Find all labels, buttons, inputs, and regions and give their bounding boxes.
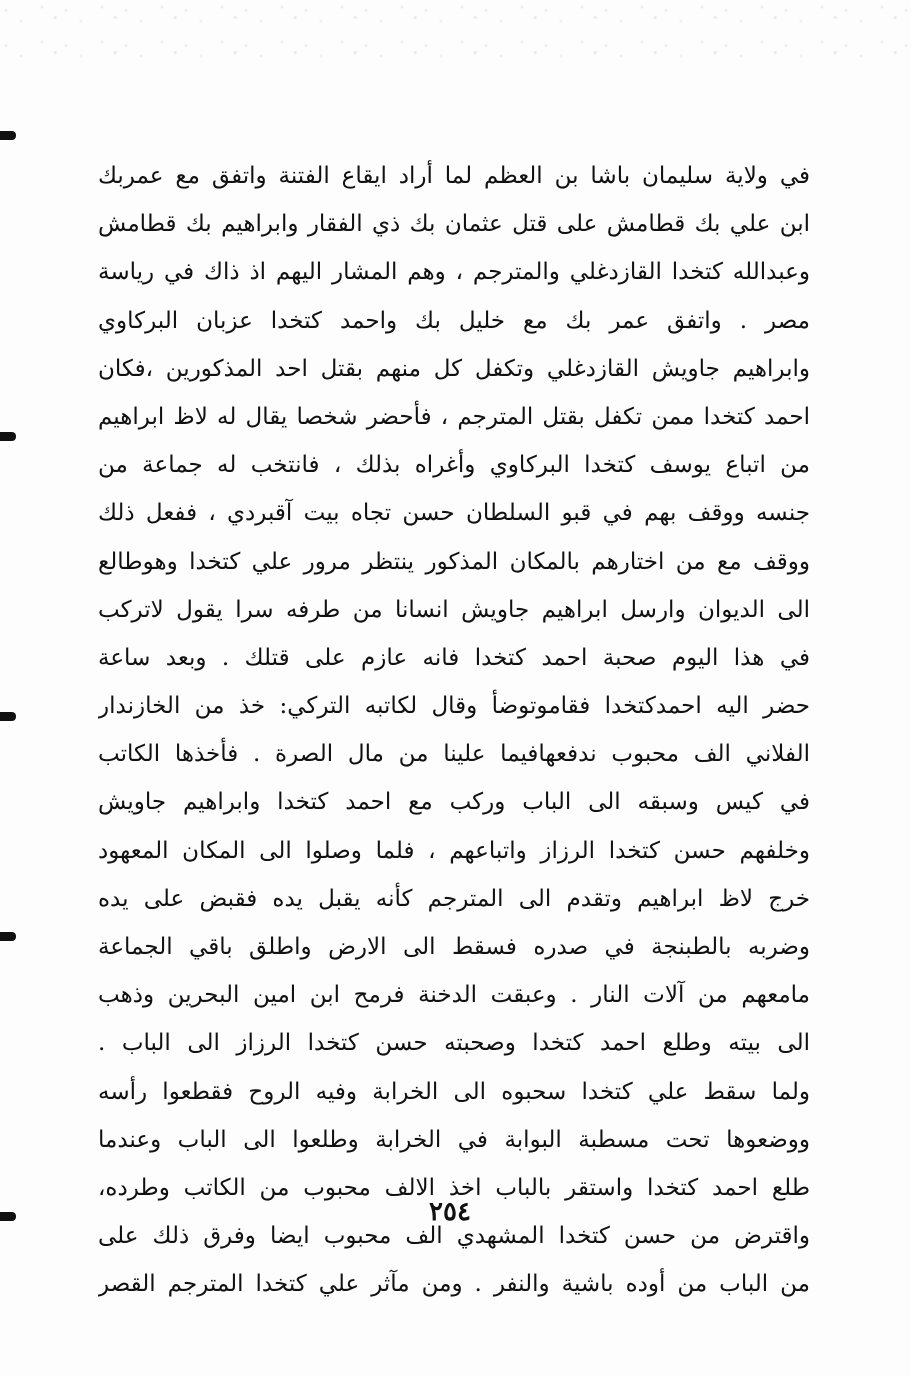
text-line: ابن علي بك قطامش على قتل عثمان بك ذي الفقار وابراهيم بك قطامش <box>98 211 810 238</box>
text-line: طلع احمد كتخدا واستقر بالباب اخذ الالف محبوب من الكاتب وطرده، <box>98 1174 810 1201</box>
text-line: مامعهم من آلات النار . وعبقت الدخنة فرمح ابن امين البحرين وذهب <box>98 982 810 1009</box>
text-line: ولما سقط علي كتخدا سحبوه الى الخرابة وفيه الروح فقطعوا رأسه <box>98 1078 810 1105</box>
text-line: احمد كتخدا ممن تكفل بقتل المترجم ، فأحضر شخصا يقال له لاظ ابراهيم <box>98 403 810 430</box>
text-line: في ولاية سليمان باشا بن العظم لما أراد ايقاع الفتنة واتفق مع عمربك <box>98 163 810 189</box>
text-line: وخلفهم حسن كتخدا الرزاز واتباعهم ، فلما وصلوا الى المكان المعهود <box>98 837 810 864</box>
text-line: وعبدالله كتخدا القازدغلي والمترجم ، وهم المشار اليهم اذ ذاك في رياسة <box>98 259 810 286</box>
binding-edge-mark <box>0 712 16 721</box>
binding-edge-mark <box>0 932 16 941</box>
binding-edge-mark <box>0 432 16 441</box>
text-line: الفلاني الف محبوب ندفعهافيما علينا من مال الصرة . فأخذها الكاتب <box>98 741 810 768</box>
text-line: في هذا اليوم صحبة احمد كتخدا فانه عازم على قتلك . وبعد ساعة <box>98 644 810 671</box>
text-line: ووقف مع من اختارهم بالمكان المذكور ينتظر مرور علي كتخدا وهوطالع <box>98 548 810 575</box>
text-line: واقترض من حسن كتخدا المشهدي الف محبوب ايضا وفرق ذلك على <box>98 1223 810 1250</box>
text-line: في كيس وسبقه الى الباب وركب مع احمد كتخدا وابراهيم جاويش <box>98 789 810 816</box>
text-line: جنسه ووقف بهم في قبو السلطان حسن تجاه بيت آقبردي ، ففعل ذلك <box>98 500 810 527</box>
binding-edge-mark <box>0 1212 16 1221</box>
text-line: مصر . واتفق عمر بك مع خليل بك واحمد كتخدا عزبان البركاوي <box>98 307 810 334</box>
text-line: الى الديوان وارسل ابراهيم جاويش انسانا من طرفه سرا يقول لاتركب <box>98 596 810 623</box>
text-line: ووضعوها تحت مسطبة البوابة في الخرابة وطلعوا الى الباب وعندما <box>98 1126 810 1153</box>
text-line: من اتباع يوسف كتخدا البركاوي وأغراه بذلك ، فانتخب له جماعة من <box>98 452 810 479</box>
text-line: من الباب من أوده باشية والنفر . ومن مآثر علي كتخدا المترجم القصر <box>98 1271 810 1298</box>
arabic-text-block <box>98 152 810 1309</box>
page-top-noise <box>0 0 911 70</box>
text-line: خرج لاظ ابراهيم وتقدم الى المترجم كأنه يقبل يده فقبض على يده <box>98 885 810 912</box>
text-line: حضر اليه احمدكتخدا فقاموتوضأ وقال لكاتبه التركي: خذ من الخازندار <box>98 693 810 720</box>
text-line: وضربه بالطبنجة في صدره فسقط الى الارض واطلق باقي الجماعة <box>98 934 810 960</box>
text-line: وابراهيم جاويش القازدغلي وتكفل كل منهم بقتل احد المذكورين ،فكان <box>98 355 810 382</box>
page-number: ٢٥٤ <box>429 1197 471 1227</box>
binding-edge-mark <box>0 131 16 140</box>
text-line: الى بيته وطلع احمد كتخدا وصحبته حسن كتخدا الرزاز الى الباب . <box>98 1030 810 1057</box>
